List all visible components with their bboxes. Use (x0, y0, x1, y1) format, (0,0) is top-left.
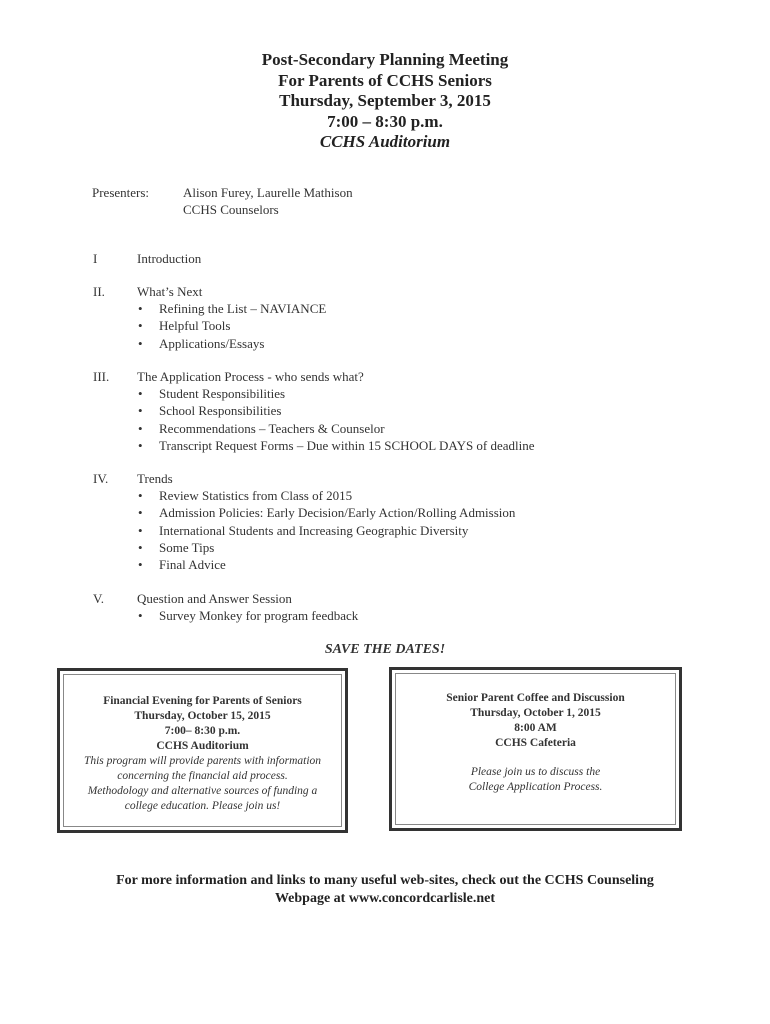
section-title: What’s Next (137, 284, 203, 299)
section-bullets (137, 607, 358, 624)
bullet-item: • Helpful Tools (137, 317, 326, 334)
bullet-item: • Applications/Essays (137, 335, 326, 352)
bullet-item: • Transcript Request Forms – Due within 15 SCHOOL DAYS of deadline (137, 437, 535, 454)
event-title: Senior Parent Coffee and Discussion (446, 692, 625, 704)
document-header (0, 50, 770, 153)
meeting-date: Thursday, September 3, 2015 (279, 91, 491, 110)
event-description-line: college education. Please join us! (124, 800, 281, 812)
section-bullets (137, 487, 515, 573)
event-time: 7:00– 8:30 p.m. (164, 725, 241, 737)
bullet-item: • Final Advice (137, 556, 515, 573)
event-time: 8:00 AM (514, 722, 557, 734)
section-numeral: II. (93, 284, 105, 299)
meeting-audience: For Parents of CCHS Seniors (278, 70, 492, 90)
presenters-role: CCHS Counselors (183, 202, 279, 217)
footer-line: Webpage at www.concordcarlisle.net (274, 891, 496, 906)
event-title: Financial Evening for Parents of Seniors (103, 695, 302, 707)
bullet-item: • International Students and Increasing Geographic Diversity (137, 522, 515, 539)
section-title: The Application Process - who sends what? (137, 369, 364, 384)
bullet-item: • Refining the List – NAVIANCE (137, 300, 326, 317)
parent-coffee-box (389, 667, 682, 831)
bullet-item: • Recommendations – Teachers & Counselor (137, 420, 535, 437)
bullet-item: • Some Tips (137, 539, 515, 556)
event-description-line: This program will provide parents with information (83, 755, 322, 767)
section-bullets (137, 385, 535, 454)
section-bullets (137, 300, 326, 352)
save-the-dates-heading: SAVE THE DATES! (324, 642, 446, 657)
section-numeral: I (93, 251, 98, 266)
section-title: Introduction (137, 251, 202, 266)
meeting-title: Post-Secondary Planning Meeting (261, 50, 509, 69)
bullet-item: • School Responsibilities (137, 402, 535, 419)
section-title: Trends (137, 471, 173, 486)
presenters-names-block (183, 184, 353, 218)
event-description-line: Methodology and alternative sources of funding a (87, 785, 318, 797)
section-numeral: V. (93, 591, 104, 606)
meeting-venue: CCHS Auditorium (319, 132, 451, 151)
event-description-line: Please join us to discuss the (470, 766, 601, 778)
presenters-names: Alison Furey, Laurelle Mathison (183, 185, 353, 200)
event-place: CCHS Auditorium (156, 740, 249, 752)
bullet-item: • Review Statistics from Class of 2015 (137, 487, 515, 504)
event-date: Thursday, October 15, 2015 (134, 710, 271, 722)
box-spacer (392, 751, 679, 765)
event-date: Thursday, October 1, 2015 (470, 707, 601, 719)
bullet-item: • Student Responsibilities (137, 385, 535, 402)
bullet-item: • Admission Policies: Early Decision/Early Action/Rolling Admission (137, 504, 515, 521)
meeting-time: 7:00 – 8:30 p.m. (327, 111, 443, 131)
section-numeral: III. (93, 369, 110, 384)
footer-line: For more information and links to many useful web-sites, check out the CCHS Counseling (116, 873, 654, 888)
financial-evening-box (57, 668, 348, 833)
presenters-label: Presenters: (92, 185, 150, 200)
section-title: Question and Answer Session (137, 591, 292, 606)
event-place: CCHS Cafeteria (495, 737, 576, 749)
event-description-line: College Application Process. (468, 781, 603, 793)
footer-note (0, 872, 770, 908)
event-description-line: concerning the financial aid process. (117, 770, 288, 782)
section-numeral: IV. (93, 471, 109, 486)
bullet-item: • Survey Monkey for program feedback (137, 607, 358, 624)
